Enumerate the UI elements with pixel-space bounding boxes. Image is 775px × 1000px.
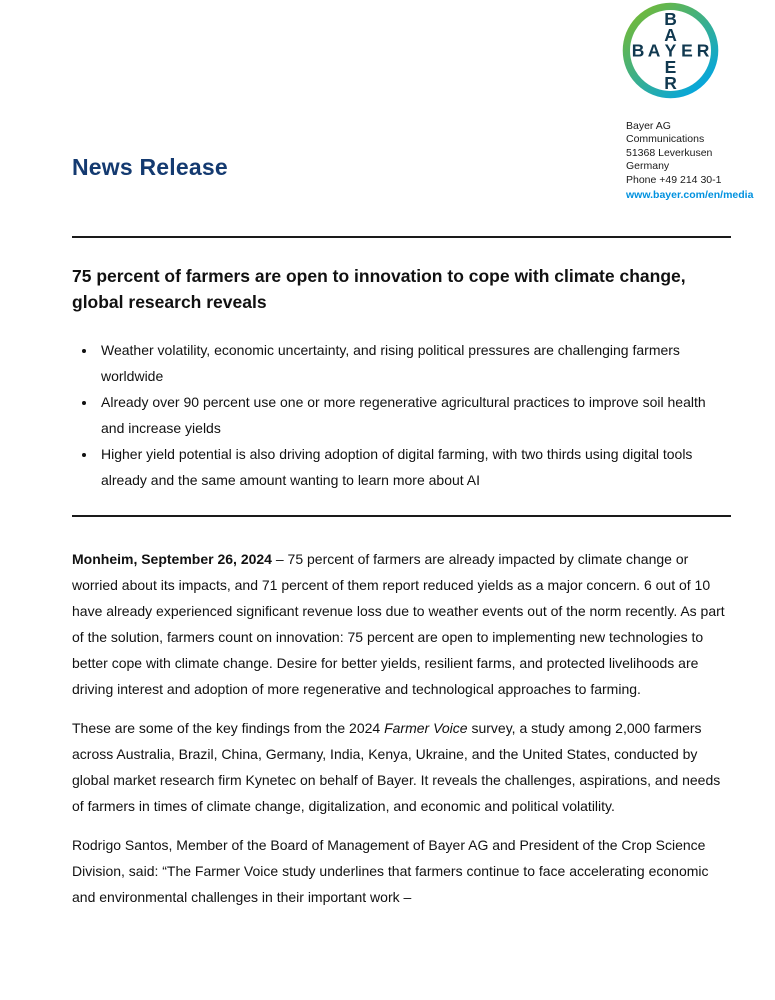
logo-letter: A — [664, 24, 677, 45]
logo-letter: B — [631, 40, 645, 61]
logo-letter: A — [647, 40, 661, 61]
divider-top — [72, 236, 731, 238]
survey-name: Farmer Voice — [384, 720, 468, 736]
paragraph-survey — [72, 715, 733, 819]
media-link[interactable]: www.bayer.com/en/media — [626, 189, 754, 202]
logo-letter: R — [696, 40, 710, 61]
logo-letter: Y — [664, 40, 677, 61]
page-title: News Release — [72, 154, 228, 180]
logo-letter: E — [681, 40, 693, 61]
contact-department: Communications — [626, 133, 705, 146]
body-text — [72, 546, 733, 923]
contact-company: Bayer AG — [626, 120, 671, 132]
logo-letter: B — [664, 8, 677, 29]
headline: 75 percent of farmers are open to innovation to cope with climate change, global research reveals — [72, 266, 686, 312]
contact-phone: Phone +49 214 30-1 — [626, 173, 722, 186]
paragraph-text: survey, a study among 2,000 farmers across Australia, Brazil, China, Germany, India, Kenya, Ukraine, and the United States, conducted by global market research firm Kynetec on behalf of Bayer. It reveals the challenges, aspirations, and needs of farmers in times of climate change, digitalization, and economic and political volatility. — [72, 720, 721, 814]
paragraph-text: – 75 percent of farmers are already impacted by climate change or worried about its impacts, and 71 percent of them report reduced yields as a major concern. 6 out of 10 have already experienced significant revenue loss due to weather events out of the norm recently. As part of the solution, farmers count on innovation: 75 percent are open to implementing new technologies to better cope with climate change. Desire for better yields, resilient farms, and protected livelihoods are driving interest and adoption of more regenerative and technological approaches to farming. — [72, 551, 725, 697]
bayer-cross-icon — [622, 2, 719, 99]
bullet-list — [72, 337, 732, 493]
paragraph-text: These are some of the key findings from the 2024 — [72, 720, 385, 736]
logo-letter: E — [664, 56, 677, 77]
bayer-logo-icon — [622, 2, 719, 99]
bullet-item: • Already over 90 percent use one or more regenerative agricultural practices to improve soil health and increase yields — [97, 389, 732, 441]
contact-country: Germany — [626, 160, 670, 173]
logo-letter: R — [664, 72, 677, 93]
paragraph-dateline — [72, 546, 733, 702]
bullet-item: • Higher yield potential is also driving adoption of digital farming, with two thirds using digital tools already and the same amount wanting to learn more about AI — [97, 441, 732, 493]
divider-middle — [72, 515, 731, 517]
contact-block — [626, 120, 753, 202]
contact-postal: 51368 Leverkusen — [626, 146, 713, 159]
paragraph-quote: Rodrigo Santos, Member of the Board of Management of Bayer AG and President of the Crop Science Division, said: “The Farmer Voice study underlines that farmers continue to face accelerating economic and environmental challenges in their important work – — [72, 837, 709, 905]
dateline: Monheim, September 26, 2024 — [72, 551, 272, 567]
bullet-item: • Weather volatility, economic uncertainty, and rising political pressures are challenging farmers worldwide — [97, 337, 732, 389]
